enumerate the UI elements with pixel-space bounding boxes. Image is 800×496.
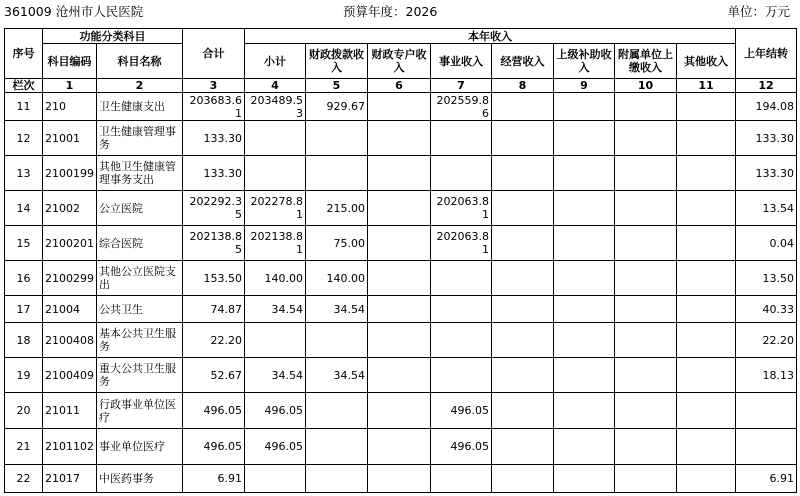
cell-seq: 12 [5,121,43,156]
cell-superior [554,191,615,226]
cell-superior [554,393,615,429]
column-index-cell: 11 [677,79,736,93]
cell-total: 22.20 [183,323,245,358]
cell-name: 行政事业单位医疗 [97,393,183,429]
cell-operating [492,393,554,429]
cell-name: 公共卫生 [97,296,183,323]
cell-special [368,93,431,121]
cell-subsidiary [615,465,677,493]
cell-code: 210 [43,93,97,121]
cell-carryover: 133.30 [736,121,797,156]
cell-subsidiary [615,296,677,323]
cell-fiscal [306,429,368,465]
cell-fiscal: 929.67 [306,93,368,121]
cell-superior [554,296,615,323]
cell-subsidiary [615,261,677,296]
cell-name: 事业单位医疗 [97,429,183,465]
cell-other [677,226,736,261]
cell-name: 卫生健康管理事务 [97,121,183,156]
header-superior-subsidy: 上级补助收入 [554,44,615,79]
cell-carryover: 22.20 [736,323,797,358]
cell-subtotal [245,156,306,191]
cell-code: 21011 [43,393,97,429]
table-row [5,296,797,323]
table-row [5,429,797,465]
cell-other [677,393,736,429]
cell-fiscal: 75.00 [306,226,368,261]
cell-business [431,156,492,191]
header-seq: 序号 [5,29,43,79]
cell-superior [554,156,615,191]
cell-code: 21004 [43,296,97,323]
cell-special [368,191,431,226]
budget-year: 预算年度：2026 [343,4,438,19]
cell-operating [492,191,554,226]
column-index-cell: 12 [736,79,797,93]
cell-carryover: 40.33 [736,296,797,323]
column-index-cell: 5 [306,79,368,93]
cell-total: 6.91 [183,465,245,493]
header-operating-income: 经营收入 [492,44,554,79]
cell-other [677,465,736,493]
cell-subtotal: 34.54 [245,358,306,393]
cell-code: 2100199 [43,156,97,191]
cell-code: 2100409 [43,358,97,393]
cell-subtotal: 140.00 [245,261,306,296]
cell-carryover: 6.91 [736,465,797,493]
column-index-cell: 8 [492,79,554,93]
cell-superior [554,465,615,493]
header-subtotal: 小计 [245,44,306,79]
cell-carryover: 18.13 [736,358,797,393]
cell-superior [554,323,615,358]
table-row [5,191,797,226]
column-index-cell: 栏次 [5,79,43,93]
cell-operating [492,156,554,191]
cell-business [431,296,492,323]
cell-total: 153.50 [183,261,245,296]
header-code: 科目编码 [43,44,97,79]
cell-fiscal [306,465,368,493]
cell-operating [492,323,554,358]
cell-subsidiary [615,429,677,465]
cell-seq: 18 [5,323,43,358]
cell-subsidiary [615,93,677,121]
cell-operating [492,226,554,261]
cell-total: 133.30 [183,121,245,156]
cell-special [368,465,431,493]
cell-seq: 16 [5,261,43,296]
cell-business: 496.05 [431,429,492,465]
cell-operating [492,121,554,156]
cell-other [677,121,736,156]
table-row [5,156,797,191]
cell-name: 卫生健康支出 [97,93,183,121]
header-fiscal-appropriation: 财政拨款收入 [306,44,368,79]
income-budget-table [4,28,797,493]
cell-code: 21017 [43,465,97,493]
cell-total: 74.87 [183,296,245,323]
header-last-year-carryover: 上年结转 [736,29,797,79]
cell-fiscal: 34.54 [306,296,368,323]
cell-business [431,261,492,296]
cell-seq: 14 [5,191,43,226]
cell-operating [492,429,554,465]
cell-subsidiary [615,323,677,358]
cell-fiscal [306,121,368,156]
cell-subtotal: 496.05 [245,393,306,429]
cell-total: 202292.35 [183,191,245,226]
cell-other [677,323,736,358]
cell-other [677,191,736,226]
cell-total: 496.05 [183,393,245,429]
cell-other [677,296,736,323]
cell-fiscal: 34.54 [306,358,368,393]
cell-code: 21002 [43,191,97,226]
cell-business: 202063.81 [431,191,492,226]
cell-fiscal: 215.00 [306,191,368,226]
cell-seq: 13 [5,156,43,191]
cell-business [431,323,492,358]
cell-carryover: 194.08 [736,93,797,121]
cell-operating [492,296,554,323]
cell-operating [492,358,554,393]
header-func-group: 功能分类科目 [43,29,183,44]
cell-name: 基本公共卫生服务 [97,323,183,358]
table-row [5,393,797,429]
cell-seq: 11 [5,93,43,121]
column-index-cell: 10 [615,79,677,93]
table-row [5,465,797,493]
cell-subtotal: 202138.81 [245,226,306,261]
cell-subtotal: 202278.81 [245,191,306,226]
cell-operating [492,465,554,493]
cell-name: 其他公立医院支出 [97,261,183,296]
cell-carryover: 133.30 [736,156,797,191]
cell-seq: 20 [5,393,43,429]
header-name: 科目名称 [97,44,183,79]
cell-subsidiary [615,358,677,393]
cell-special [368,429,431,465]
cell-seq: 15 [5,226,43,261]
cell-fiscal [306,156,368,191]
cell-operating [492,261,554,296]
header-other-income: 其他收入 [677,44,736,79]
column-index-cell: 4 [245,79,306,93]
cell-other [677,156,736,191]
cell-fiscal: 140.00 [306,261,368,296]
table-row [5,261,797,296]
cell-code: 2101102 [43,429,97,465]
header-subsidiary-payment: 附属单位上缴收入 [615,44,677,79]
cell-total: 133.30 [183,156,245,191]
cell-subtotal: 34.54 [245,296,306,323]
column-index-cell: 9 [554,79,615,93]
cell-special [368,323,431,358]
cell-code: 2100299 [43,261,97,296]
cell-subtotal [245,121,306,156]
cell-name: 公立医院 [97,191,183,226]
cell-subtotal: 203489.53 [245,93,306,121]
cell-name: 重大公共卫生服务 [97,358,183,393]
table-row [5,323,797,358]
cell-subsidiary [615,393,677,429]
cell-business [431,465,492,493]
cell-subtotal: 496.05 [245,429,306,465]
column-index-cell: 7 [431,79,492,93]
cell-subsidiary [615,121,677,156]
cell-special [368,226,431,261]
cell-other [677,358,736,393]
cell-subtotal [245,323,306,358]
table-row [5,93,797,121]
cell-business [431,121,492,156]
cell-carryover [736,429,797,465]
table-row [5,121,797,156]
cell-special [368,393,431,429]
cell-name: 其他卫生健康管理事务支出 [97,156,183,191]
cell-total: 203683.61 [183,93,245,121]
cell-superior [554,93,615,121]
cell-other [677,93,736,121]
cell-business: 202559.86 [431,93,492,121]
header-total: 合计 [183,29,245,79]
cell-special [368,358,431,393]
cell-superior [554,226,615,261]
cell-total: 202138.85 [183,226,245,261]
cell-code: 21001 [43,121,97,156]
cell-special [368,261,431,296]
cell-name: 综合医院 [97,226,183,261]
cell-carryover [736,393,797,429]
cell-superior [554,358,615,393]
column-index-row [5,79,797,93]
cell-subsidiary [615,226,677,261]
cell-fiscal [306,323,368,358]
cell-business: 496.05 [431,393,492,429]
unit-label: 单位：万元 [727,4,790,19]
table-row [5,226,797,261]
cell-name: 中医药事务 [97,465,183,493]
column-index-cell: 3 [183,79,245,93]
cell-superior [554,261,615,296]
cell-total: 52.67 [183,358,245,393]
cell-business [431,358,492,393]
cell-carryover: 0.04 [736,226,797,261]
cell-carryover: 13.54 [736,191,797,226]
cell-subsidiary [615,156,677,191]
column-index-cell: 1 [43,79,97,93]
cell-subtotal [245,465,306,493]
cell-total: 496.05 [183,429,245,465]
unit-code-name: 361009 沧州市人民医院 [4,4,144,19]
table-row [5,358,797,393]
cell-other [677,261,736,296]
header-income-group: 本年收入 [245,29,736,44]
cell-superior [554,429,615,465]
cell-fiscal [306,393,368,429]
cell-special [368,156,431,191]
column-index-cell: 6 [368,79,431,93]
cell-code: 2100201 [43,226,97,261]
cell-subsidiary [615,191,677,226]
cell-carryover: 13.50 [736,261,797,296]
header-fiscal-special: 财政专户收入 [368,44,431,79]
cell-special [368,121,431,156]
header-business-income: 事业收入 [431,44,492,79]
cell-other [677,429,736,465]
cell-business: 202063.81 [431,226,492,261]
cell-superior [554,121,615,156]
cell-special [368,296,431,323]
column-index-cell: 2 [97,79,183,93]
cell-seq: 19 [5,358,43,393]
cell-operating [492,93,554,121]
cell-code: 2100408 [43,323,97,358]
cell-seq: 21 [5,429,43,465]
cell-seq: 22 [5,465,43,493]
cell-seq: 17 [5,296,43,323]
